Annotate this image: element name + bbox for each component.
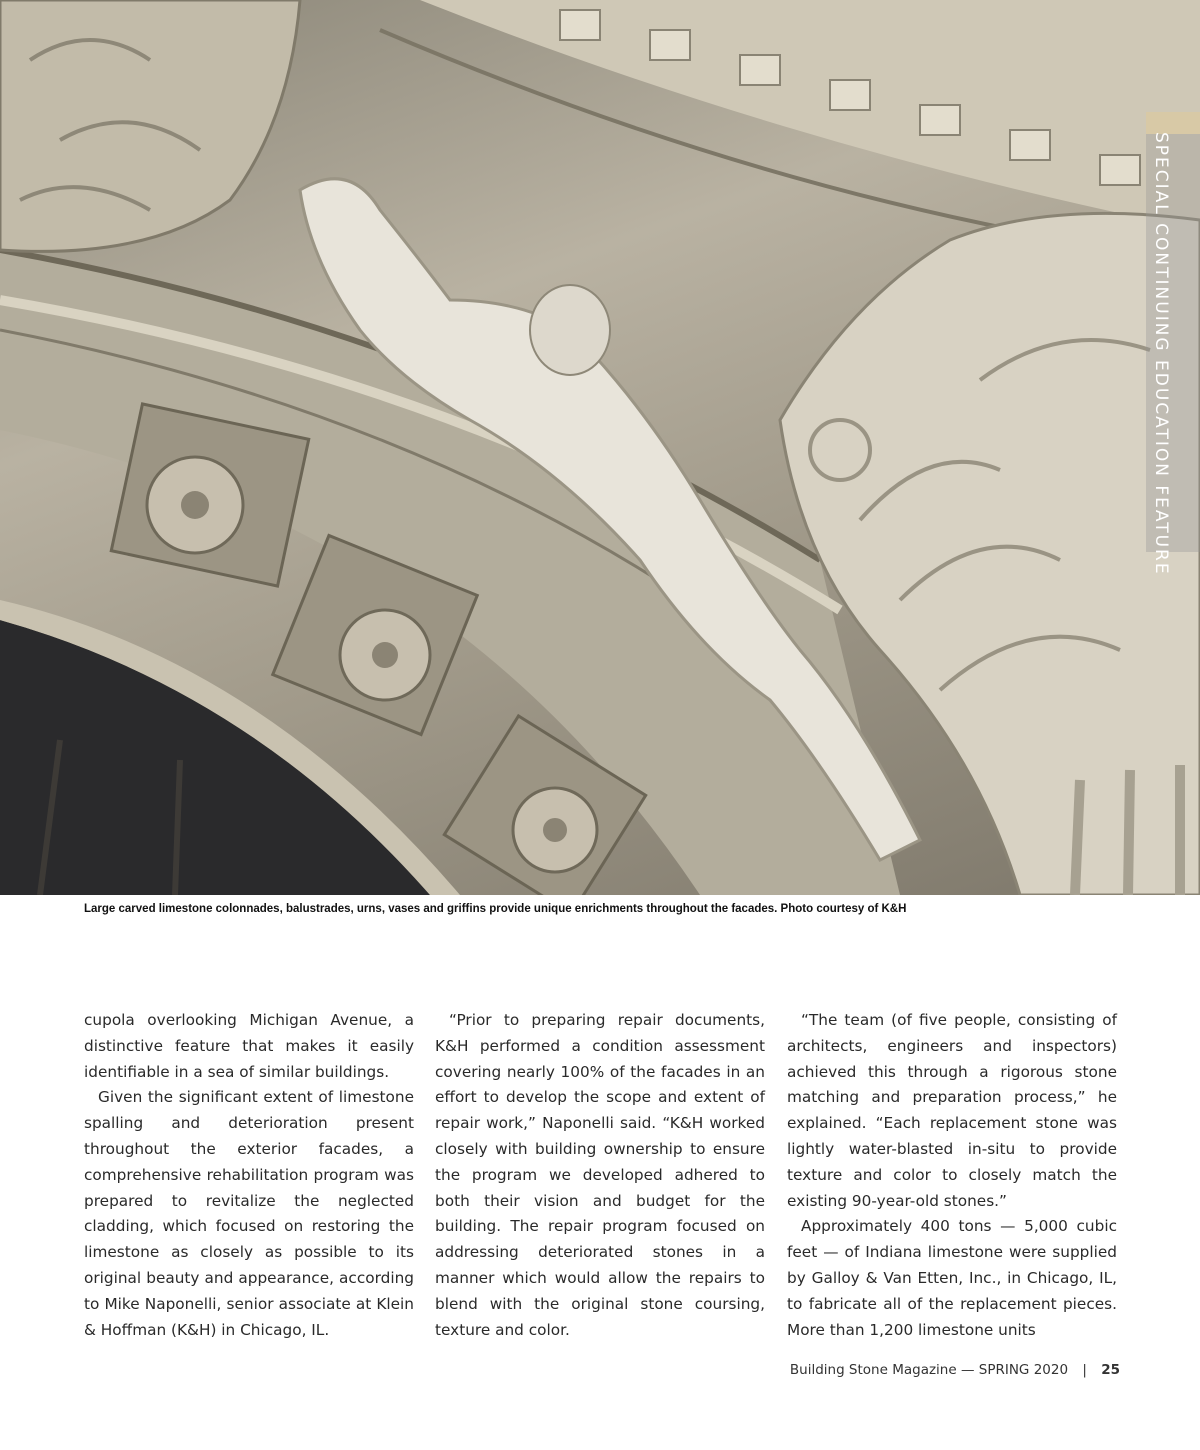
paragraph: Given the significant extent of limestone spalling and deterioration present throughout the exterior facades, a comprehensive rehabilitation program was prepared to revitalize the neglected cladding, which focused on restoring the limestone as closely as possible to its original beauty and appearance, according to Mike Naponelli, senior associate at Klein & Hoffman (K&H) in Chicago, IL.	[84, 1088, 414, 1339]
photo-caption: Large carved limestone colonnades, balustrades, urns, vases and griffins provide unique enrichments throughout the facades. Photo courtesy of K&H	[84, 903, 907, 915]
paragraph: cupola overlooking Michigan Avenue, a distinctive feature that makes it easily identifiable in a sea of similar buildings.	[84, 1011, 414, 1081]
text-column-1	[84, 1008, 414, 1343]
paragraph: Approximately 400 tons — 5,000 cubic feet — of Indiana limestone were supplied by Galloy & Van Etten, Inc., in Chicago, IL, to fabricate all of the replacement pieces. More than 1,200 limestone units	[787, 1217, 1117, 1339]
publication-name: Building Stone Magazine —	[789, 1362, 975, 1378]
text-column-3	[787, 1008, 1117, 1343]
text-column-2	[435, 1008, 765, 1343]
section-label: SPECIAL CONTINUING EDUCATION FEATURE	[1151, 132, 1171, 576]
paragraph: “Prior to preparing repair documents, K&H performed a condition assessment covering nearly 100% of the facades in an effort to develop the scope and extent of repair work,” Naponelli said. “K&H worked closely with building ownership to ensure the program we developed adhered to both their vision and budget for the building. The repair program focused on addressing deteriorated stones in a manner which would allow the repairs to blend with the original stone coursing, texture and color.	[435, 1011, 765, 1339]
side-tab-accent	[1146, 112, 1200, 134]
paragraph: “The team (of five people, consisting of architects, engineers and inspectors) achieved this through a rigorous stone matching and preparation process,” he explained. “Each replacement stone was lightly water-blasted in-situ to provide texture and color to closely match the existing 90-year-old stones.”	[787, 1011, 1117, 1210]
issue-date: SPRING 2020	[978, 1362, 1069, 1378]
footer-separator: |	[1082, 1362, 1087, 1378]
page-footer	[790, 1362, 1120, 1378]
page-number: 25	[1101, 1362, 1120, 1378]
